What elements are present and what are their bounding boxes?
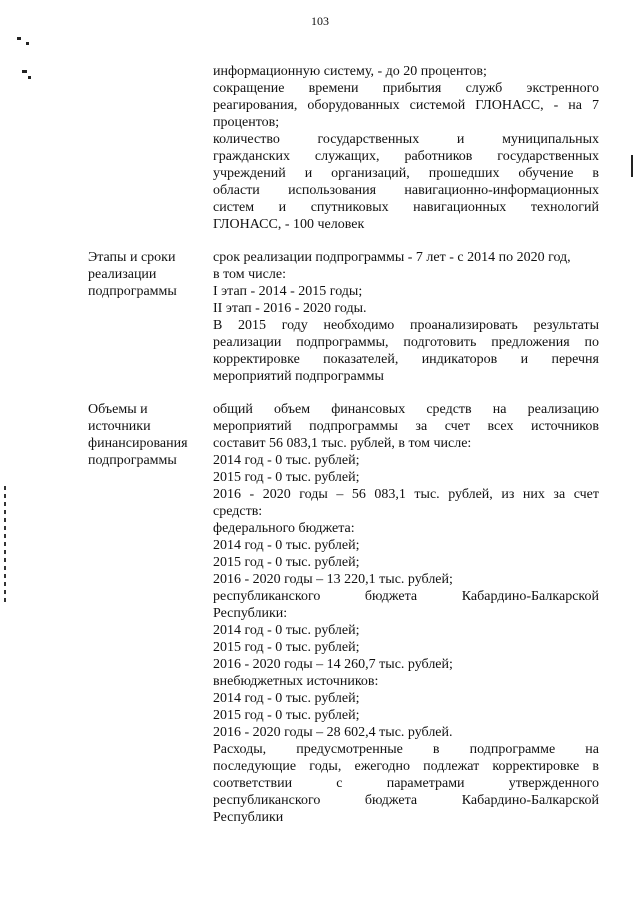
section-text-line: республиканского бюджета Кабардино-Балкарской — [213, 793, 599, 808]
section-label-line: финансирования — [88, 436, 188, 451]
section-text-line: 2015 год - 0 тыс. рублей; — [213, 640, 360, 655]
section-label — [88, 401, 188, 469]
scan-speck — [28, 76, 31, 79]
section-text-line: Республики: — [213, 606, 288, 621]
section-text-line: Расходы, предусмотренные в подпрограмме на — [213, 742, 599, 757]
section-text-line: 2014 год - 0 тыс. рублей; — [213, 691, 360, 706]
section-label-line: реализации — [88, 267, 157, 282]
intro-text-line: реагирования, оборудованных системой ГЛОНАСС, - на 7 — [213, 98, 599, 113]
section-label-line: подпрограммы — [88, 453, 177, 468]
section-text-line: в том числе: — [213, 267, 286, 282]
section-text-line: корректировке показателей, индикаторов и перечня — [213, 352, 599, 367]
section-text-line: 2014 год - 0 тыс. рублей; — [213, 538, 360, 553]
scan-speck — [631, 155, 633, 177]
section-text-line: общий объем финансовых средств на реализацию — [213, 402, 599, 417]
section-label-line: Объемы и — [88, 402, 148, 417]
section-text-line: I этап - 2014 - 2015 годы; — [213, 284, 363, 299]
intro-text-line: сокращение времени прибытия служб экстренного — [213, 81, 599, 96]
section-text-line: 2016 - 2020 годы – 28 602,4 тыс. рублей. — [213, 725, 453, 740]
section-text-line: II этап - 2016 - 2020 годы. — [213, 301, 367, 316]
section-text-line: 2015 год - 0 тыс. рублей; — [213, 555, 360, 570]
section-text-line: 2015 год - 0 тыс. рублей; — [213, 470, 360, 485]
scan-speck — [17, 37, 21, 40]
section-text-line: 2016 - 2020 годы – 13 220,1 тыс. рублей; — [213, 572, 453, 587]
section-text-line: мероприятий подпрограммы — [213, 369, 384, 384]
section-label-line: подпрограммы — [88, 284, 177, 299]
intro-text-line: процентов; — [213, 115, 280, 130]
section-label — [88, 249, 177, 300]
intro-text-line: ГЛОНАСС, - 100 человек — [213, 217, 365, 232]
section-text-line: республиканского бюджета Кабардино-Балкарской — [213, 589, 599, 604]
section-text-line: В 2015 году необходимо проанализировать результаты — [213, 318, 599, 333]
scan-edge-mark — [4, 486, 6, 604]
scan-speck — [26, 42, 29, 45]
intro-text-line: гражданских служащих, работников государственных — [213, 149, 599, 164]
intro-text-line: количество государственных и муниципальных — [213, 132, 599, 147]
section-text-line: 2016 - 2020 годы – 56 083,1 тыс. рублей, из них за счет — [213, 487, 599, 502]
scan-speck — [22, 70, 27, 73]
section-text-line: средств: — [213, 504, 263, 519]
section-text-line: 2014 год - 0 тыс. рублей; — [213, 623, 360, 638]
intro-text-line: учреждений и организаций, прошедших обучение в — [213, 166, 599, 181]
section-text-line: внебюджетных источников: — [213, 674, 379, 689]
intro-text-line: систем и спутниковых навигационных технологий — [213, 200, 599, 215]
section-text-line: составит 56 083,1 тыс. рублей, в том числе: — [213, 436, 472, 451]
section-text-line: федерального бюджета: — [213, 521, 355, 536]
section-text-line: 2015 год - 0 тыс. рублей; — [213, 708, 360, 723]
intro-text-line: области использования навигационно-информационных — [213, 183, 599, 198]
intro-text-line: информационную систему, - до 20 процентов; — [213, 64, 487, 79]
section-text-line: мероприятий подпрограммы за счет всех источников — [213, 419, 599, 434]
section-text-line: реализации подпрограммы, подготовить предложения по — [213, 335, 599, 350]
section-text-line: Республики — [213, 810, 284, 825]
section-text-line: соответствии с параметрами утвержденного — [213, 776, 599, 791]
section-text-line: 2014 год - 0 тыс. рублей; — [213, 453, 360, 468]
section-text-line: последующие годы, ежегодно подлежат корректировке в — [213, 759, 599, 774]
section-label-line: Этапы и сроки — [88, 250, 176, 265]
section-label-line: источники — [88, 419, 151, 434]
section-text-line: срок реализации подпрограммы - 7 лет - с 2014 по 2020 год, — [213, 250, 571, 265]
page-number: 103 — [311, 14, 329, 28]
section-text-line: 2016 - 2020 годы – 14 260,7 тыс. рублей; — [213, 657, 453, 672]
